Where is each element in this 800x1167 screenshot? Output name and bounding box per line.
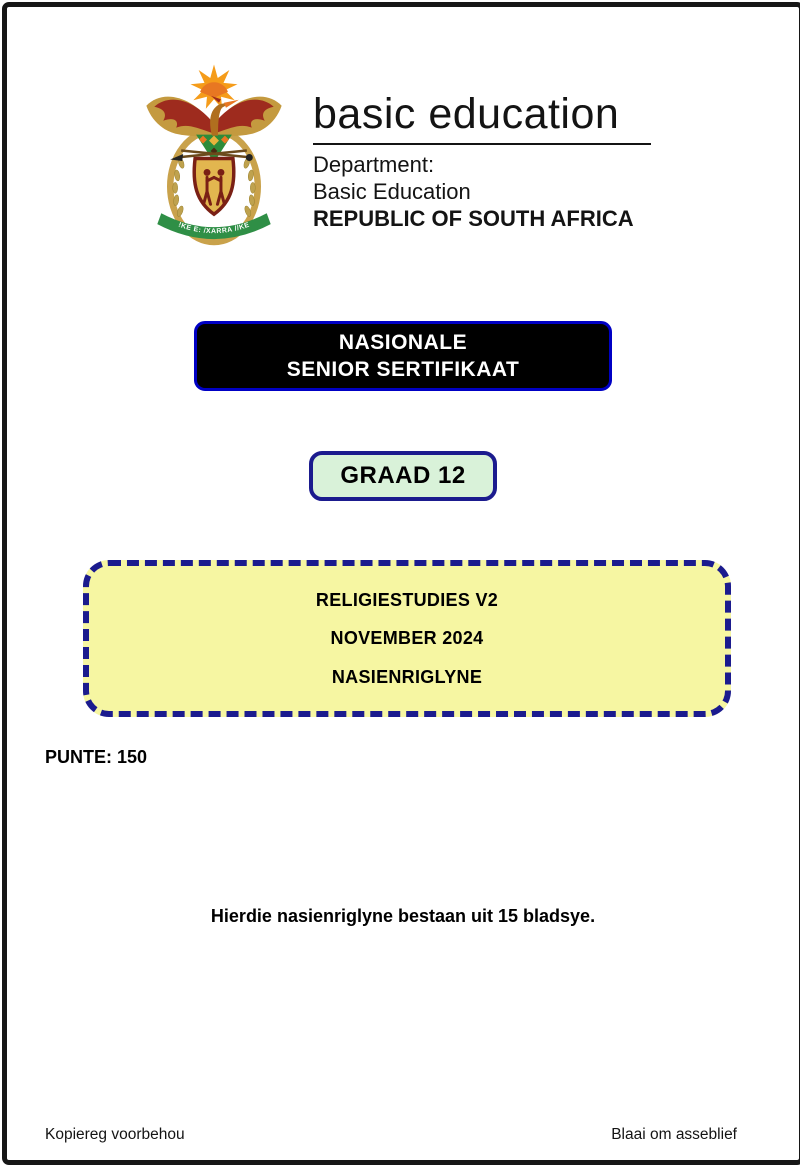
subject-box xyxy=(83,560,731,717)
page-count-note: Hierdie nasienriglyne bestaan uit 15 bladsye. xyxy=(210,906,596,926)
subject-title: RELIGIESTUDIES V2 xyxy=(315,589,499,610)
grade-label: GRAAD 12 xyxy=(340,462,466,489)
grade-badge xyxy=(309,451,497,501)
republic-label: REPUBLIC OF SOUTH AFRICA xyxy=(313,206,634,232)
department-label: Department: xyxy=(313,152,435,178)
exam-cover-page xyxy=(2,2,800,1165)
department-name: Basic Education xyxy=(313,179,471,205)
department-logo-text xyxy=(313,91,651,232)
exam-session: NOVEMBER 2024 xyxy=(330,628,484,648)
wordmark-basic-education: basic education xyxy=(313,91,651,145)
copyright-notice: Kopiereg voorbehou xyxy=(45,1126,185,1143)
south-africa-coat-of-arms-icon xyxy=(143,61,285,255)
marks-total: PUNTE: 150 xyxy=(45,747,148,767)
certificate-line2: SENIOR SERTIFIKAAT xyxy=(286,358,520,381)
emblem-motto: !KE E: /XARRA //KE xyxy=(177,221,251,236)
certificate-line1: NASIONALE xyxy=(338,331,468,354)
turn-over-notice: Blaai om asseblief xyxy=(611,1126,737,1143)
document-type: NASIENRIGLYNE xyxy=(331,666,483,687)
page-footer xyxy=(45,1126,737,1144)
certificate-banner xyxy=(194,321,612,391)
